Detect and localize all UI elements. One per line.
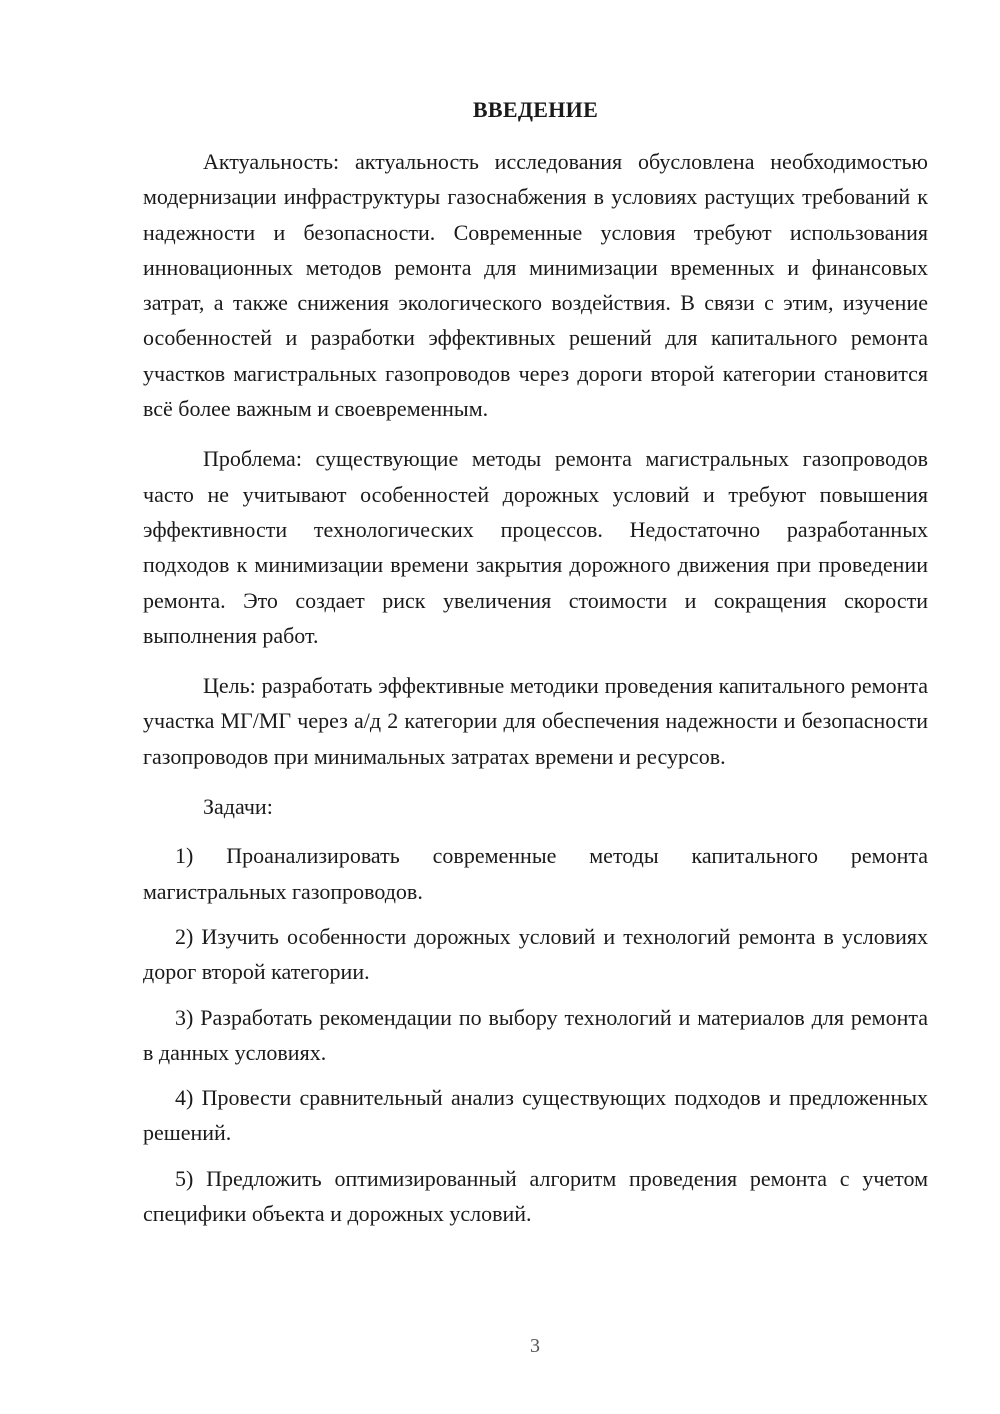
task-item: 4) Провести сравнительный анализ существующих подходов и предложенных решений. [143,1085,928,1146]
page-content [143,94,928,1231]
tasks-heading: Задачи: [203,794,273,820]
relevance-paragraph: Актуальность: актуальность исследования обусловлена необходимостью модернизации инфраструктуры газоснабжения в условиях растущих требований к надежности и безопасности. Современные условия требуют использования инновационных методов ремонта для минимизации временных и финансовых затрат, а также снижения экологического воздействия. В связи с этим, изучение особенностей и разработки эффективных решений для капитального ремонта участков магистральных газопроводов через дороги второй категории становится всё более важным и своевременным. [143,149,928,422]
goal-paragraph: Цель: разработать эффективные методики проведения капитального ремонта участка МГ/МГ через а/д 2 категории для обеспечения надежности и безопасности газопроводов при минимальных затратах времени и ресурсов. [143,673,928,769]
page-title: ВВЕДЕНИЕ [472,97,599,122]
task-item: 1) Проанализировать современные методы капитального ремонта магистральных газопроводов. [143,843,928,904]
task-item: 2) Изучить особенности дорожных условий и технологий ремонта в условиях дорог второй категории. [143,923,928,985]
task-item: 3) Разработать рекомендации по выбору технологий и материалов для ремонта в данных условиях. [143,1004,928,1065]
page-number: 3 [530,1335,540,1357]
problem-paragraph: Проблема: существующие методы ремонта магистральных газопроводов часто не учитывают особенностей дорожных условий и требуют повышения эффективности технологических процессов. Недостаточно разработанных подходов к минимизации времени закрытия дорожного движения при проведении ремонта. Это создает риск увеличения стоимости и сокращения скорости выполнения работ. [143,446,928,648]
task-item: 5) Предложить оптимизированный алгоритм проведения ремонта с учетом специфики объекта и дорожных условий. [143,1165,928,1227]
tasks-list [143,838,928,1231]
